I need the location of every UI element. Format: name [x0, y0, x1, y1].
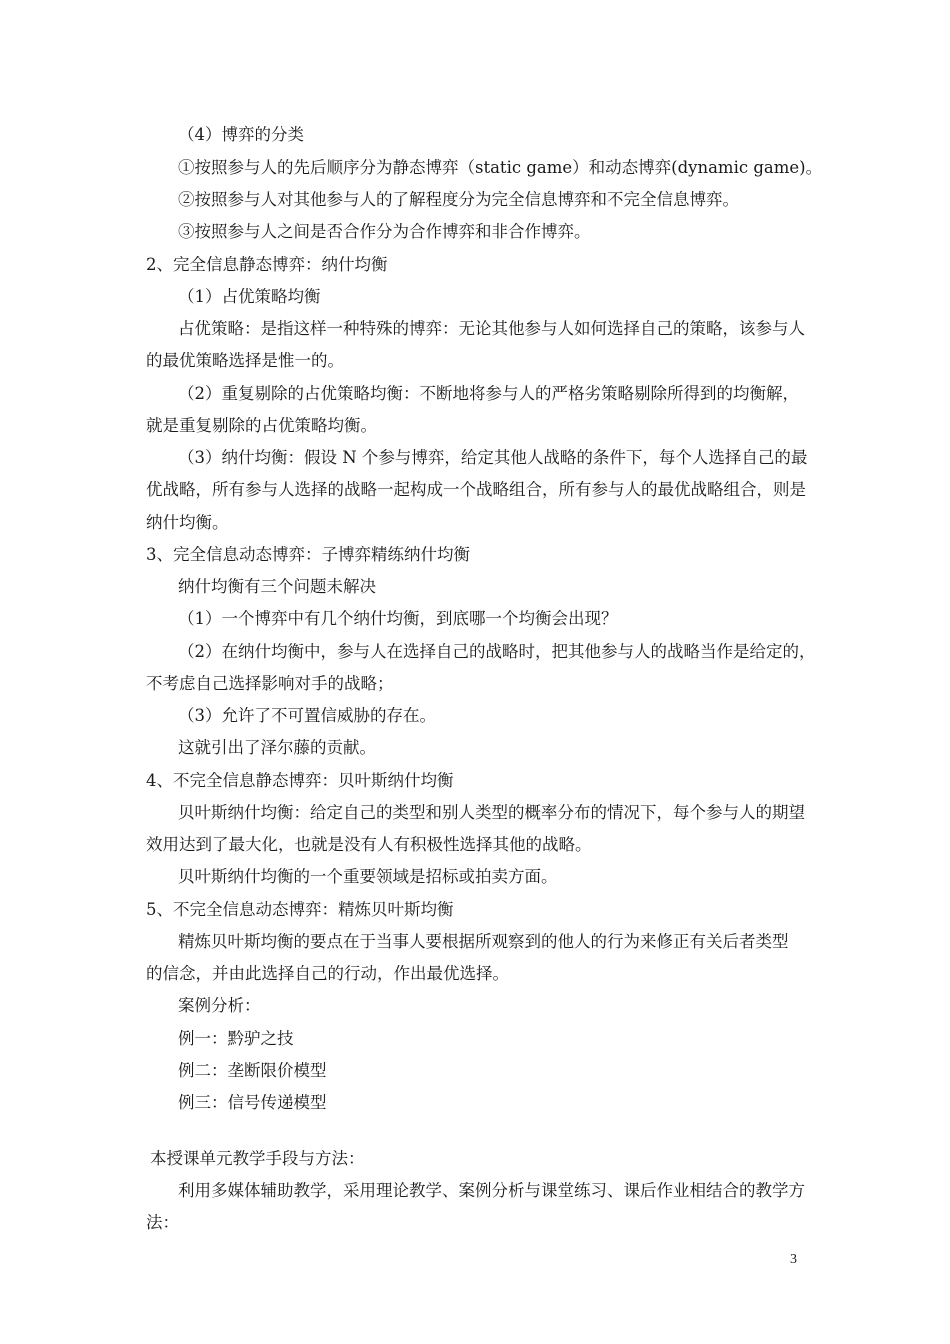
heading-game-classification: （4）博弈的分类 — [178, 125, 304, 144]
paragraph-line: 的信念，并由此选择自己的行动，作出最优选择。 — [146, 964, 509, 983]
paragraph-line: 就是重复剔除的占优策略均衡。 — [146, 416, 377, 435]
paragraph-line: 纳什均衡。 — [146, 513, 229, 532]
paragraph-line: 法： — [146, 1213, 179, 1232]
subheading-dominant-strategy: （1）占优策略均衡 — [178, 287, 321, 306]
paragraph-line: 占优策略：是指这样一种特殊的博弈：无论其他参与人如何选择自己的策略，该参与人 — [178, 319, 805, 338]
section-heading-5: 5、不完全信息动态博弈：精炼贝叶斯均衡 — [146, 900, 454, 919]
paragraph-line: 优战略，所有参与人选择的战略一起构成一个战略组合，所有参与人的最优战略组合，则是 — [146, 480, 806, 499]
paragraph-line: 利用多媒体辅助教学，采用理论教学、案例分析与课堂练习、课后作业相结合的教学方 — [178, 1181, 805, 1200]
classification-item-3: ③按照参与人之间是否合作分为合作博弈和非合作博弈。 — [178, 222, 591, 241]
paragraph-line: 的最优策略选择是惟一的。 — [146, 351, 344, 370]
example-3: 例三：信号传递模型 — [178, 1093, 327, 1112]
section-heading-2: 2、完全信息静态博弈：纳什均衡 — [146, 255, 388, 274]
paragraph-line: 纳什均衡有三个问题未解决 — [178, 577, 376, 596]
paragraph-line: 贝叶斯纳什均衡的一个重要领域是招标或拍卖方面。 — [178, 867, 558, 886]
classification-item-1: ①按照参与人的先后顺序分为静态博弈（static game）和动态博弈(dynamic game)。 — [178, 158, 823, 177]
paragraph-line: （1）一个博弈中有几个纳什均衡，到底哪一个均衡会出现？ — [178, 609, 618, 628]
paragraph-line: 效用达到了最大化，也就是没有人有积极性选择其他的战略。 — [146, 835, 592, 854]
paragraph-line: 贝叶斯纳什均衡：给定自己的类型和别人类型的概率分布的情况下，每个参与人的期望 — [178, 803, 805, 822]
paragraph-line: 精炼贝叶斯均衡的要点在于当事人要根据所观察到的他人的行为来修正有关后者类型 — [178, 932, 789, 951]
paragraph-line: （2）在纳什均衡中，参与人在选择自己的战略时，把其他参与人的战略当作是给定的， — [178, 642, 816, 661]
case-analysis-heading: 案例分析： — [178, 996, 261, 1015]
section-heading-4: 4、不完全信息静态博弈：贝叶斯纳什均衡 — [146, 771, 454, 790]
page-number: 3 — [790, 1252, 797, 1267]
paragraph-line: （3）允许了不可置信威胁的存在。 — [178, 706, 436, 725]
example-1: 例一：黔驴之技 — [178, 1029, 294, 1048]
example-2: 例二：垄断限价模型 — [178, 1061, 327, 1080]
paragraph-line: 不考虑自己选择影响对手的战略； — [146, 674, 394, 693]
section-heading-3: 3、完全信息动态博弈：子博弈精练纳什均衡 — [146, 545, 470, 564]
paragraph-line: （2）重复剔除的占优策略均衡：不断地将参与人的严格劣策略剔除所得到的均衡解， — [178, 384, 799, 403]
paragraph-line: （3）纳什均衡：假设 N 个参与博弈，给定其他人战略的条件下，每个人选择自己的最 — [178, 448, 808, 467]
classification-item-2: ②按照参与人对其他参与人的了解程度分为完全信息博弈和不完全信息博弈。 — [178, 190, 739, 209]
paragraph-line: 这就引出了泽尔藤的贡献。 — [178, 738, 376, 757]
teaching-methods-heading: 本授课单元教学手段与方法： — [150, 1149, 365, 1168]
